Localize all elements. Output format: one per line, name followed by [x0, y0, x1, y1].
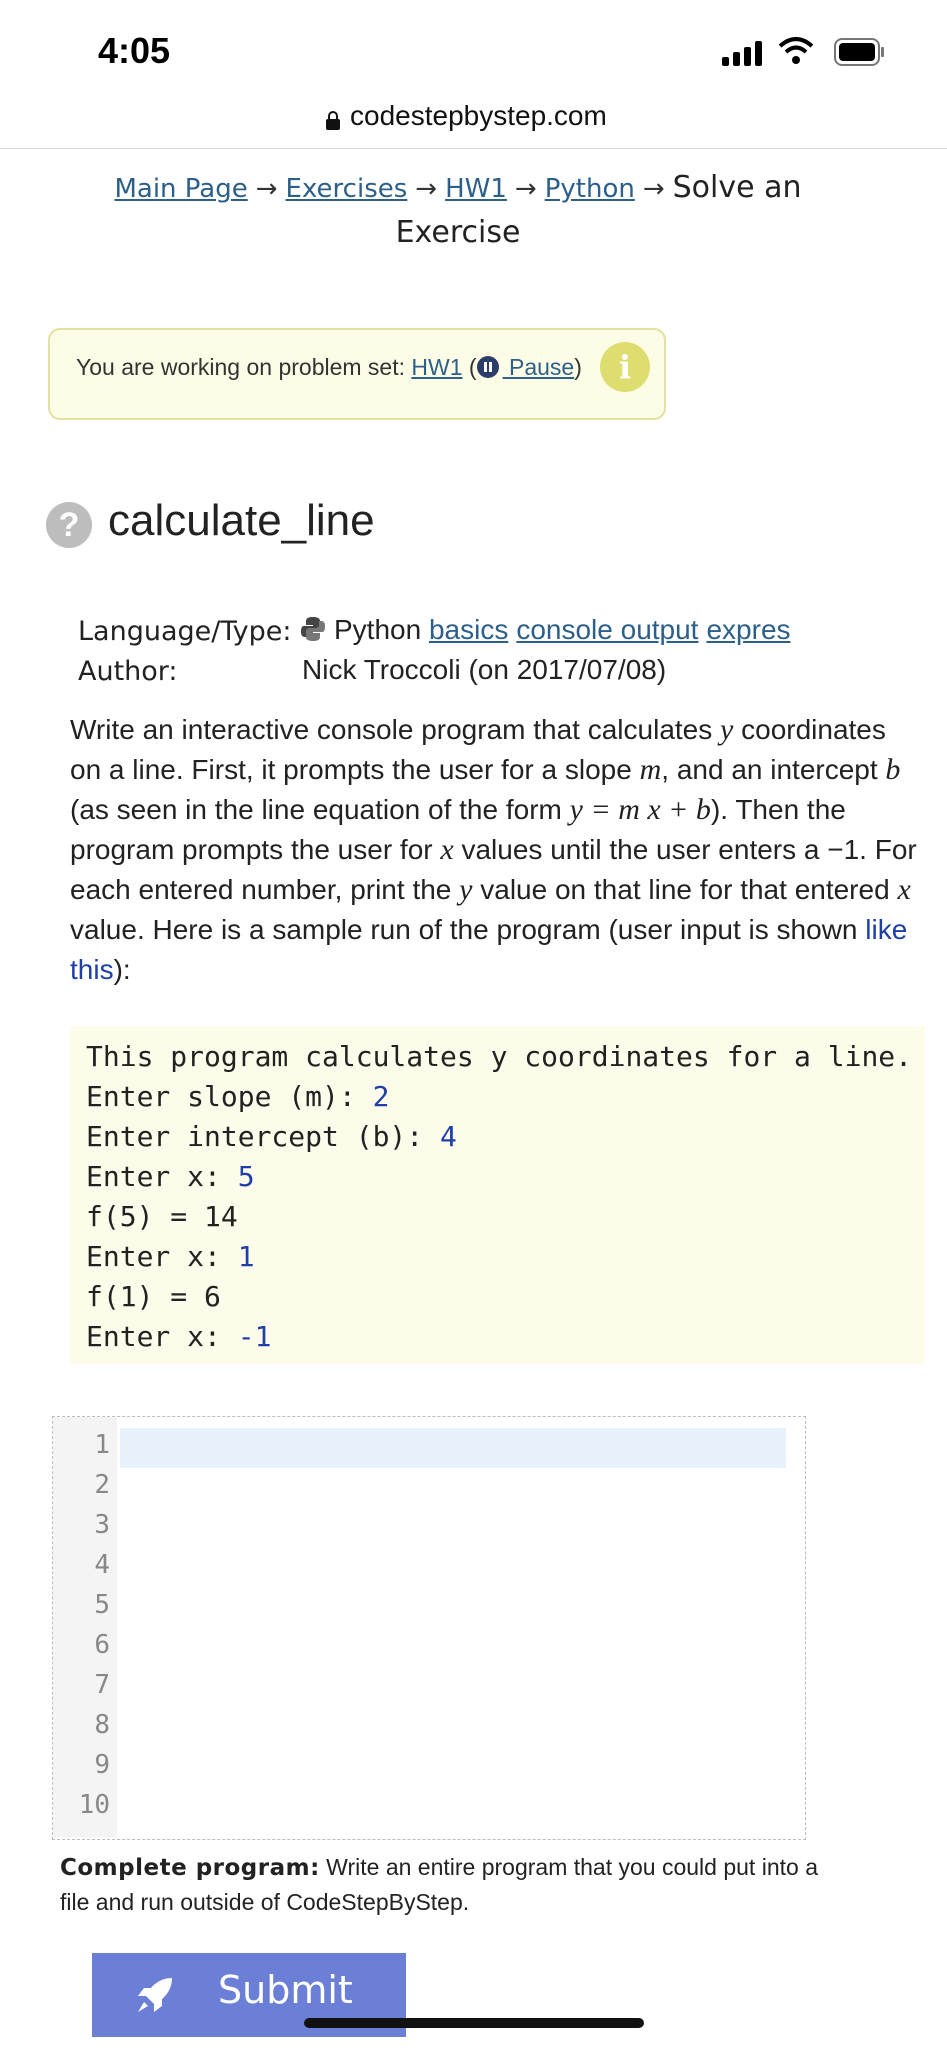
line-number: 6	[94, 1630, 110, 1660]
sample-line: This program calculates y coordinates for a line.	[86, 1040, 913, 1073]
breadcrumb-separator: →	[255, 174, 278, 204]
breadcrumb-exercises[interactable]: Exercises	[285, 174, 408, 204]
breadcrumb-hw1[interactable]: HW1	[445, 174, 507, 204]
problem-title: calculate_line	[108, 496, 375, 545]
language-value	[300, 614, 812, 646]
line-number: 3	[94, 1510, 110, 1540]
active-line-highlight[interactable]	[120, 1428, 786, 1468]
sample-line: Enter intercept (b): 4	[86, 1120, 457, 1153]
line-number: 4	[94, 1550, 110, 1580]
wifi-icon	[778, 36, 814, 66]
problem-set-prefix: You are working on problem set:	[76, 354, 412, 380]
problem-set-text	[76, 354, 582, 381]
pause-icon[interactable]	[477, 356, 499, 378]
cellular-signal-icon	[722, 40, 768, 66]
line-number: 8	[94, 1710, 110, 1740]
complete-program-hint	[60, 1850, 820, 1919]
problem-set-close-paren: )	[574, 354, 582, 380]
tag-basics[interactable]: basics	[428, 614, 509, 645]
lock-icon	[325, 110, 341, 130]
sample-line: Enter slope (m): 2	[86, 1080, 390, 1113]
language-label: Language/Type:	[78, 616, 292, 647]
problem-set-open-paren: (	[462, 354, 477, 380]
sample-line: f(1) = 6	[86, 1280, 221, 1313]
home-indicator[interactable]	[304, 2018, 644, 2028]
tag-expressions[interactable]: expres	[706, 614, 791, 645]
breadcrumb-current: Solve an Exercise	[395, 170, 802, 250]
sample-line: Enter x: -1	[86, 1320, 272, 1353]
sample-line: Enter x: 1	[86, 1240, 255, 1273]
problem-set-link[interactable]: HW1	[411, 354, 463, 380]
tag-console-output[interactable]: console output	[516, 614, 699, 645]
info-icon[interactable]: i	[600, 342, 650, 392]
sample-line: f(5) = 14	[86, 1200, 238, 1233]
author-label: Author:	[78, 656, 178, 687]
sample-line: Enter x: 5	[86, 1160, 255, 1193]
rocket-icon	[132, 1972, 178, 2018]
hint-label: Complete program:	[60, 1855, 320, 1881]
line-number: 9	[94, 1750, 110, 1780]
line-number: 7	[94, 1670, 110, 1700]
help-icon[interactable]: ?	[46, 502, 92, 548]
breadcrumb-main-page[interactable]: Main Page	[114, 174, 248, 204]
line-number: 1	[94, 1430, 110, 1460]
line-number: 5	[94, 1590, 110, 1620]
line-number: 10	[78, 1790, 110, 1820]
code-editor[interactable]	[52, 1416, 806, 1840]
url-text[interactable]: codestepbystep.com	[350, 100, 607, 131]
line-number: 2	[94, 1470, 110, 1500]
sample-run-output	[70, 1026, 925, 1364]
breadcrumb-separator: →	[642, 174, 665, 204]
author-value: Nick Troccoli (on 2017/07/08)	[302, 654, 667, 685]
hint-text: Write an entire program that you could put into a file and run outside of CodeStepByStep.	[60, 1854, 818, 1915]
language-name: Python	[334, 614, 422, 645]
breadcrumb-python[interactable]: Python	[544, 174, 635, 204]
battery-icon	[834, 38, 886, 66]
breadcrumb-separator: →	[415, 174, 438, 204]
submit-label[interactable]: Submit	[218, 1968, 353, 2012]
breadcrumb-separator: →	[514, 174, 537, 204]
pause-link[interactable]: Pause	[502, 354, 575, 380]
breadcrumb	[68, 166, 848, 256]
status-time: 4:05	[98, 30, 171, 71]
python-logo-icon	[300, 616, 326, 642]
problem-description: Write an interactive console program that calculates y coordinates on a line. First, it prompts the user for a slope m, and an intercept b (as seen in the line equation of the form y = m x + b). Then the program prompts the user for x values until the user enters a −1. For each entered number, print the y value on that line for that entered x value. Here is a sample run of the program (user input is shown like this):	[70, 713, 917, 985]
input-highlight-example: like this	[70, 914, 908, 985]
